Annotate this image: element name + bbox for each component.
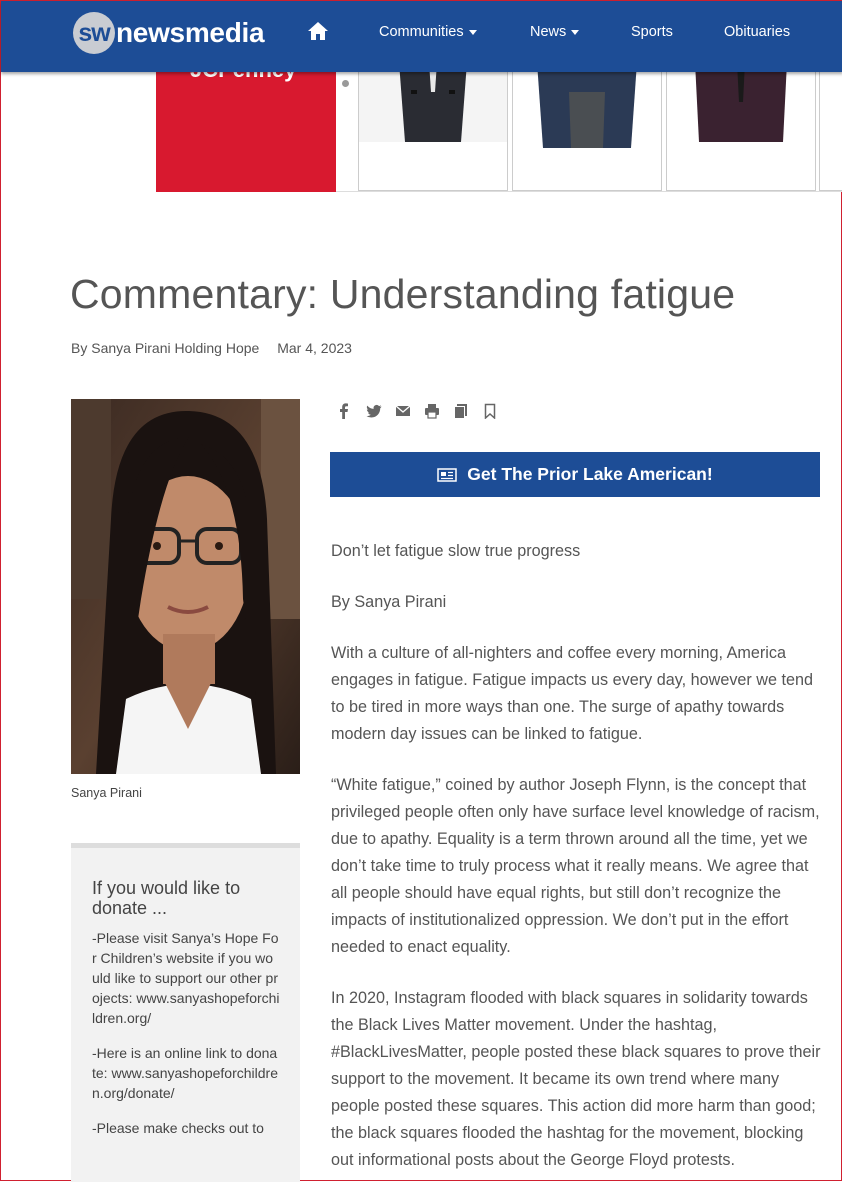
ad-product-card[interactable] bbox=[666, 61, 816, 191]
subscribe-label: Get The Prior Lake American! bbox=[467, 464, 713, 484]
donate-text: -Please visit Sanya’s Hope For Children’s website if you would like to support our other projects: www.sanyashopeforchildren.org/ bbox=[92, 930, 280, 1026]
donate-text: -Here is an online link to donate: www.sanyashopeforchildren.org/donate/ bbox=[92, 1045, 278, 1101]
print-icon[interactable] bbox=[424, 403, 453, 423]
article-body bbox=[331, 538, 823, 1198]
article-paragraph: Don’t let fatigue slow true progress bbox=[331, 542, 581, 560]
article-paragraph: In 2020, Instagram flooded with black squares in solidarity towards the Black Lives Matter movement. Under the hashtag, #BlackLivesMatter, people posted these black squares to prove their support to the movement. It became its own trend where many people posted these squares. This action did more harm than good; the black squares flooded the hashtag for the movement, blocking out informational posts about the George Floyd protests. bbox=[331, 989, 821, 1169]
newspaper-icon bbox=[437, 468, 457, 482]
donate-title: If you would like to donate ... bbox=[92, 878, 241, 918]
ad-brand-panel[interactable] bbox=[156, 61, 336, 192]
suit-image bbox=[667, 62, 815, 142]
carousel-dot[interactable] bbox=[342, 80, 349, 87]
portrait-image bbox=[71, 399, 300, 774]
ad-divider bbox=[336, 191, 842, 192]
donate-sidebar-box bbox=[71, 843, 300, 1182]
suit-image bbox=[513, 62, 661, 152]
ad-product-card[interactable] bbox=[358, 61, 508, 191]
share-toolbar bbox=[337, 403, 511, 423]
copy-icon[interactable] bbox=[453, 403, 482, 423]
publish-date: Mar 4, 2023 bbox=[277, 340, 352, 356]
author-link[interactable]: By Sanya Pirani Holding Hope bbox=[71, 340, 260, 356]
logo-sw-badge: sw bbox=[73, 12, 115, 54]
photo-caption: Sanya Pirani bbox=[71, 786, 142, 800]
nav-news[interactable] bbox=[530, 22, 579, 42]
site-logo[interactable] bbox=[73, 11, 264, 55]
article-byline bbox=[71, 340, 352, 356]
nav-sports-label: Sports bbox=[631, 24, 673, 40]
article-paragraph: By Sanya Pirani bbox=[331, 593, 447, 611]
ad-product-card[interactable] bbox=[512, 61, 662, 191]
chevron-down-icon bbox=[469, 30, 477, 35]
nav-obituaries[interactable] bbox=[724, 22, 790, 42]
article-paragraph: With a culture of all-nighters and coffee every morning, America engages in fatigue. Fatigue impacts us every day, however we tend to be tired in more ways than one. The surge of apathy towards modern day issues can be linked to fatigue. bbox=[331, 644, 814, 743]
suit-image bbox=[359, 62, 507, 142]
advertisement-banner[interactable] bbox=[156, 61, 842, 192]
bookmark-icon[interactable] bbox=[482, 403, 511, 423]
donate-text: -Please make checks out to bbox=[92, 1120, 264, 1136]
nav-obituaries-label: Obituaries bbox=[724, 24, 791, 40]
top-navbar bbox=[1, 1, 842, 72]
author-photo[interactable] bbox=[71, 399, 300, 774]
nav-sports[interactable] bbox=[631, 22, 673, 42]
chevron-down-icon bbox=[571, 30, 579, 35]
article-title: Commentary: Understanding fatigue bbox=[70, 271, 736, 317]
subscribe-button[interactable] bbox=[330, 452, 820, 497]
home-icon[interactable] bbox=[307, 21, 329, 41]
facebook-icon[interactable] bbox=[337, 403, 366, 423]
nav-news-label: News bbox=[530, 24, 567, 40]
twitter-icon[interactable] bbox=[366, 403, 395, 423]
ad-product-card[interactable] bbox=[819, 61, 842, 191]
logo-wordmark: newsmedia bbox=[116, 17, 265, 48]
nav-communities[interactable] bbox=[379, 22, 477, 42]
article-paragraph: “White fatigue,” coined by author Joseph Flynn, is the concept that privileged people often only have surface level knowledge of racism, due to apathy. Equality is a term thrown around all the time, yet we don’t take time to truly process what it really means. We agree that all people should have equal rights, but still don’t recognize the impacts of institutionalized oppression. We don’t put in the effort needed to enact equality. bbox=[331, 776, 820, 956]
nav-communities-label: Communities bbox=[379, 24, 464, 40]
email-icon[interactable] bbox=[395, 403, 424, 423]
